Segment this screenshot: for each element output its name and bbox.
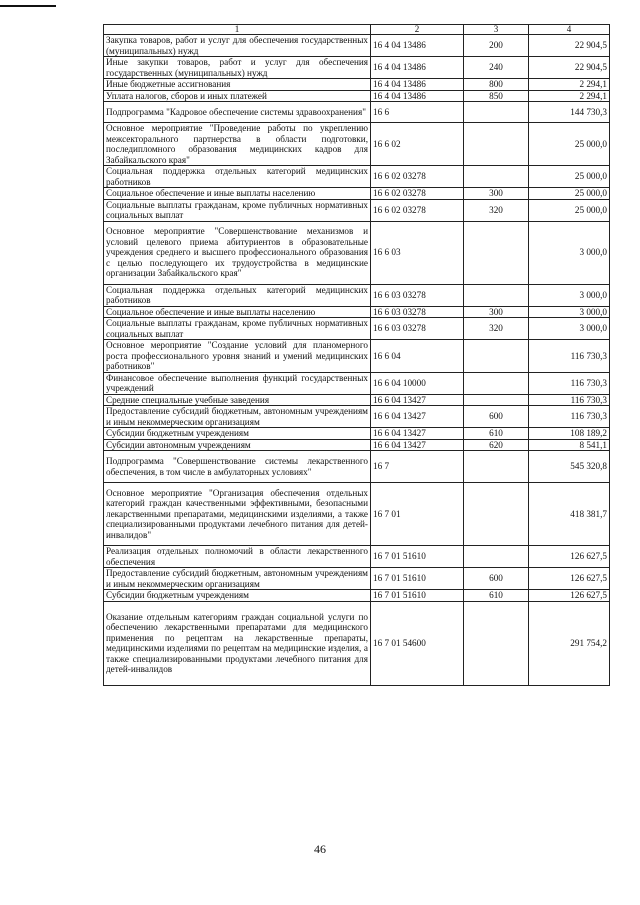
row-amount: 418 381,7 (529, 483, 610, 546)
row-name: Социальная поддержка отдельных категорий медицинских работников (104, 284, 371, 306)
row-code: 16 4 04 13486 (371, 79, 464, 91)
row-code: 16 7 01 (371, 483, 464, 546)
row-amount: 8 541,1 (529, 439, 610, 451)
table-row (104, 306, 610, 318)
row-code: 16 6 04 13427 (371, 394, 464, 406)
row-type (464, 394, 529, 406)
row-amount: 126 627,5 (529, 568, 610, 590)
row-amount: 2 294,1 (529, 79, 610, 91)
row-name: Иные закупки товаров, работ и услуг для обеспечения государственных (муниципальных) нужд (104, 57, 371, 79)
row-name: Предоставление субсидий бюджетным, автономным учреждениям и иным некоммерческим организациям (104, 406, 371, 428)
row-code: 16 7 01 51610 (371, 590, 464, 602)
row-name: Основное мероприятие "Совершенствование механизмов и условий целевого приема абитуриентов в образовательные учреждения среднего и высшего профессионального образования с целью последующего их трудоустройства в медицинские организации Забайкальского края" (104, 221, 371, 284)
row-type (464, 166, 529, 188)
row-name: Основное мероприятие "Создание условий для планомерного роста профессионального уровня знаний и умений медицинских работников" (104, 340, 371, 373)
table-row (104, 57, 610, 79)
row-code: 16 7 01 51610 (371, 568, 464, 590)
header-col-2: 2 (371, 25, 464, 35)
row-type: 300 (464, 188, 529, 200)
row-type: 600 (464, 406, 529, 428)
row-type: 300 (464, 306, 529, 318)
row-type: 610 (464, 590, 529, 602)
row-code: 16 7 01 51610 (371, 546, 464, 568)
row-name: Субсидии бюджетным учреждениям (104, 428, 371, 440)
row-amount: 144 730,3 (529, 102, 610, 123)
row-amount: 2 294,1 (529, 90, 610, 102)
table-row (104, 483, 610, 546)
table-row (104, 590, 610, 602)
row-name: Иные бюджетные ассигнования (104, 79, 371, 91)
row-amount: 25 000,0 (529, 166, 610, 188)
row-type: 850 (464, 90, 529, 102)
row-code: 16 6 (371, 102, 464, 123)
row-name: Социальное обеспечение и иные выплаты населению (104, 306, 371, 318)
row-name: Основное мероприятие "Организация обеспечения отдельных категорий граждан качественными эффективными, безопасными лекарственными препаратами, медицинскими изделиями, а также специализированными продуктами лечебного питания для детей-инвалидов" (104, 483, 371, 546)
table-row (104, 221, 610, 284)
row-code: 16 6 03 03278 (371, 306, 464, 318)
row-type: 800 (464, 79, 529, 91)
row-name: Подпрограмма "Кадровое обеспечение системы здравоохранения" (104, 102, 371, 123)
budget-table (103, 24, 610, 686)
row-code: 16 6 04 13427 (371, 428, 464, 440)
row-type (464, 451, 529, 483)
row-amount: 545 320,8 (529, 451, 610, 483)
table-row (104, 284, 610, 306)
row-amount: 116 730,3 (529, 406, 610, 428)
table-row (104, 166, 610, 188)
table-row (104, 102, 610, 123)
row-code: 16 6 03 03278 (371, 318, 464, 340)
row-name: Финансовое обеспечение выполнения функций государственных учреждений (104, 372, 371, 394)
row-type: 610 (464, 428, 529, 440)
row-name: Социальное обеспечение и иные выплаты населению (104, 188, 371, 200)
header-col-4: 4 (529, 25, 610, 35)
row-code: 16 6 04 13427 (371, 406, 464, 428)
table-row (104, 394, 610, 406)
table-row (104, 568, 610, 590)
table-header-row (104, 25, 610, 35)
row-type (464, 284, 529, 306)
row-type: 240 (464, 57, 529, 79)
table-row (104, 199, 610, 221)
table-row (104, 188, 610, 200)
table-row (104, 601, 610, 685)
row-code: 16 6 03 03278 (371, 284, 464, 306)
scan-corner-mark (0, 5, 56, 7)
page-number: 46 (314, 842, 326, 856)
table-row (104, 123, 610, 166)
row-name: Субсидии бюджетным учреждениям (104, 590, 371, 602)
row-type (464, 601, 529, 685)
row-type (464, 546, 529, 568)
row-amount: 3 000,0 (529, 318, 610, 340)
table-row (104, 318, 610, 340)
row-type: 320 (464, 199, 529, 221)
row-name: Социальные выплаты гражданам, кроме публичных нормативных социальных выплат (104, 318, 371, 340)
table-row (104, 451, 610, 483)
row-type (464, 123, 529, 166)
table-row (104, 79, 610, 91)
row-type: 200 (464, 35, 529, 57)
row-type: 620 (464, 439, 529, 451)
row-type: 320 (464, 318, 529, 340)
row-code: 16 6 04 (371, 340, 464, 373)
row-code: 16 6 04 13427 (371, 439, 464, 451)
row-name: Уплата налогов, сборов и иных платежей (104, 90, 371, 102)
row-amount: 108 189,2 (529, 428, 610, 440)
table-row (104, 546, 610, 568)
row-amount: 116 730,3 (529, 340, 610, 373)
row-code: 16 6 04 10000 (371, 372, 464, 394)
table-row (104, 90, 610, 102)
row-amount: 3 000,0 (529, 221, 610, 284)
row-code: 16 6 02 03278 (371, 188, 464, 200)
row-amount: 126 627,5 (529, 590, 610, 602)
row-type (464, 340, 529, 373)
row-amount: 25 000,0 (529, 123, 610, 166)
row-name: Оказание отдельным категориям граждан социальной услуги по обеспечению лекарственными препаратами для медицинского применения по рецептам на лекарственные препараты, медицинскими изделиями по рецептам на медицинские изделия, а также специализированными продуктами лечебного питания для детей-инвалидов (104, 601, 371, 685)
table-row (104, 406, 610, 428)
row-type: 600 (464, 568, 529, 590)
row-name: Закупка товаров, работ и услуг для обеспечения государственных (муниципальных) нужд (104, 35, 371, 57)
table-row (104, 340, 610, 373)
row-amount: 3 000,0 (529, 306, 610, 318)
table-row (104, 372, 610, 394)
row-amount: 3 000,0 (529, 284, 610, 306)
header-col-3: 3 (464, 25, 529, 35)
row-amount: 22 904,5 (529, 35, 610, 57)
row-amount: 291 754,2 (529, 601, 610, 685)
row-name: Предоставление субсидий бюджетным, автономным учреждениям и иным некоммерческим организациям (104, 568, 371, 590)
row-type (464, 372, 529, 394)
row-code: 16 7 01 54600 (371, 601, 464, 685)
header-col-1: 1 (104, 25, 371, 35)
row-amount: 116 730,3 (529, 394, 610, 406)
row-name: Социальная поддержка отдельных категорий медицинских работников (104, 166, 371, 188)
row-name: Основное мероприятие "Проведение работы по укреплению межсекторального партнерства в области подготовки, последипломного образования медицинских кадров для Забайкальского края" (104, 123, 371, 166)
row-amount: 22 904,5 (529, 57, 610, 79)
row-code: 16 6 02 (371, 123, 464, 166)
row-amount: 25 000,0 (529, 199, 610, 221)
row-code: 16 7 (371, 451, 464, 483)
row-code: 16 6 03 (371, 221, 464, 284)
row-name: Социальные выплаты гражданам, кроме публичных нормативных социальных выплат (104, 199, 371, 221)
row-name: Средние специальные учебные заведения (104, 394, 371, 406)
row-name: Субсидии автономным учреждениям (104, 439, 371, 451)
row-name: Подпрограмма "Совершенствование системы лекарственного обеспечения, в том числе в амбулаторных условиях" (104, 451, 371, 483)
row-type (464, 483, 529, 546)
row-amount: 25 000,0 (529, 188, 610, 200)
row-amount: 116 730,3 (529, 372, 610, 394)
table-row (104, 439, 610, 451)
table-row (104, 428, 610, 440)
row-amount: 126 627,5 (529, 546, 610, 568)
row-code: 16 6 02 03278 (371, 199, 464, 221)
row-code: 16 6 02 03278 (371, 166, 464, 188)
row-code: 16 4 04 13486 (371, 57, 464, 79)
row-name: Реализация отдельных полномочий в области лекарственного обеспечения (104, 546, 371, 568)
row-code: 16 4 04 13486 (371, 90, 464, 102)
row-code: 16 4 04 13486 (371, 35, 464, 57)
row-type (464, 102, 529, 123)
row-type (464, 221, 529, 284)
table-row (104, 35, 610, 57)
